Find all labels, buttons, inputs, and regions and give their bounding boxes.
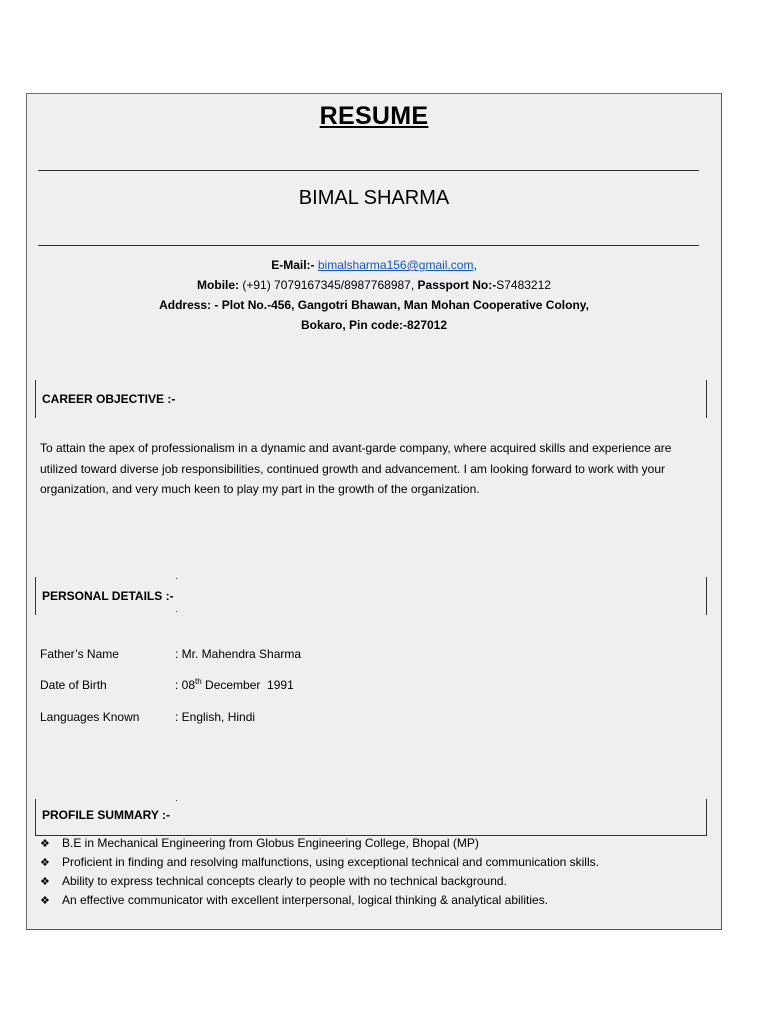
divider-dot — [176, 578, 177, 579]
mobile-value: (+91) 7079167345/8987768987, — [242, 278, 418, 292]
profile-summary-header — [35, 799, 707, 836]
contact-block — [27, 255, 721, 335]
email-line — [27, 255, 721, 275]
mobile-line — [27, 275, 721, 295]
dob-day: : 08 — [175, 678, 196, 692]
personal-details-heading: PERSONAL DETAILS :- — [42, 589, 174, 603]
fathers-name-value: : Mr. Mahendra Sharma — [175, 647, 302, 661]
email-trail: , — [473, 258, 477, 272]
divider-dot — [176, 611, 177, 612]
list-item — [40, 853, 599, 872]
list-item-text: An effective communicator with excellent interpersonal, logical thinking & analytical abilities. — [62, 893, 549, 907]
document-title: RESUME — [319, 102, 429, 130]
email-link[interactable]: bimalsharma156@gmail.com — [317, 258, 474, 272]
passport-value: S7483212 — [496, 278, 551, 292]
top-divider — [38, 170, 699, 171]
address-line-2: Bokaro, Pin code:-827012 — [300, 318, 448, 332]
list-item-text: Ability to express technical concepts clearly to people with no technical background. — [62, 874, 507, 888]
languages-value: : English, Hindi — [175, 710, 256, 724]
profile-summary-list — [40, 834, 599, 910]
address-line-1: Address: - Plot No.-456, Gangotri Bhawan, Man Mohan Cooperative Colony, — [159, 298, 589, 312]
email-label: E-Mail:- — [271, 258, 318, 272]
candidate-name: BIMAL SHARMA — [298, 187, 450, 209]
dob-month-year: December 1991 — [201, 678, 294, 692]
diamond-bullet-icon: ❖ — [40, 838, 50, 850]
divider-dot — [176, 800, 177, 801]
dob-ordinal: th — [195, 677, 202, 686]
diamond-bullet-icon: ❖ — [40, 857, 50, 869]
fathers-name-label: Father’s Name — [40, 647, 119, 661]
list-item-text: Proficient in finding and resolving malfunctions, using exceptional technical and communication skills. — [62, 855, 599, 869]
list-item — [40, 872, 599, 891]
diamond-bullet-icon: ❖ — [40, 876, 50, 888]
list-item — [40, 891, 599, 910]
diamond-bullet-icon: ❖ — [40, 895, 50, 907]
mobile-label: Mobile: — [197, 278, 243, 292]
dob-value — [175, 678, 294, 692]
list-item-text: B.E in Mechanical Engineering from Globus Engineering College, Bhopal (MP) — [62, 836, 479, 850]
languages-label: Languages Known — [40, 710, 140, 724]
profile-summary-heading: PROFILE SUMMARY :- — [42, 808, 170, 822]
personal-details-header — [35, 577, 707, 615]
resume-page — [26, 93, 722, 930]
career-objective-header — [35, 380, 707, 418]
list-item — [40, 834, 599, 853]
name-divider — [38, 245, 699, 246]
career-objective-text: To attain the apex of professionalism in a dynamic and avant-garde company, where acquired skills and experience are utilized toward diverse job responsibilities, continued growth and advancement. I am looking forward to work with your organization, and very much keen to play my part in the growth of the organization. — [40, 441, 672, 496]
career-objective-heading: CAREER OBJECTIVE :- — [42, 392, 176, 406]
dob-label: Date of Birth — [40, 678, 107, 692]
passport-label: Passport No:- — [417, 278, 497, 292]
